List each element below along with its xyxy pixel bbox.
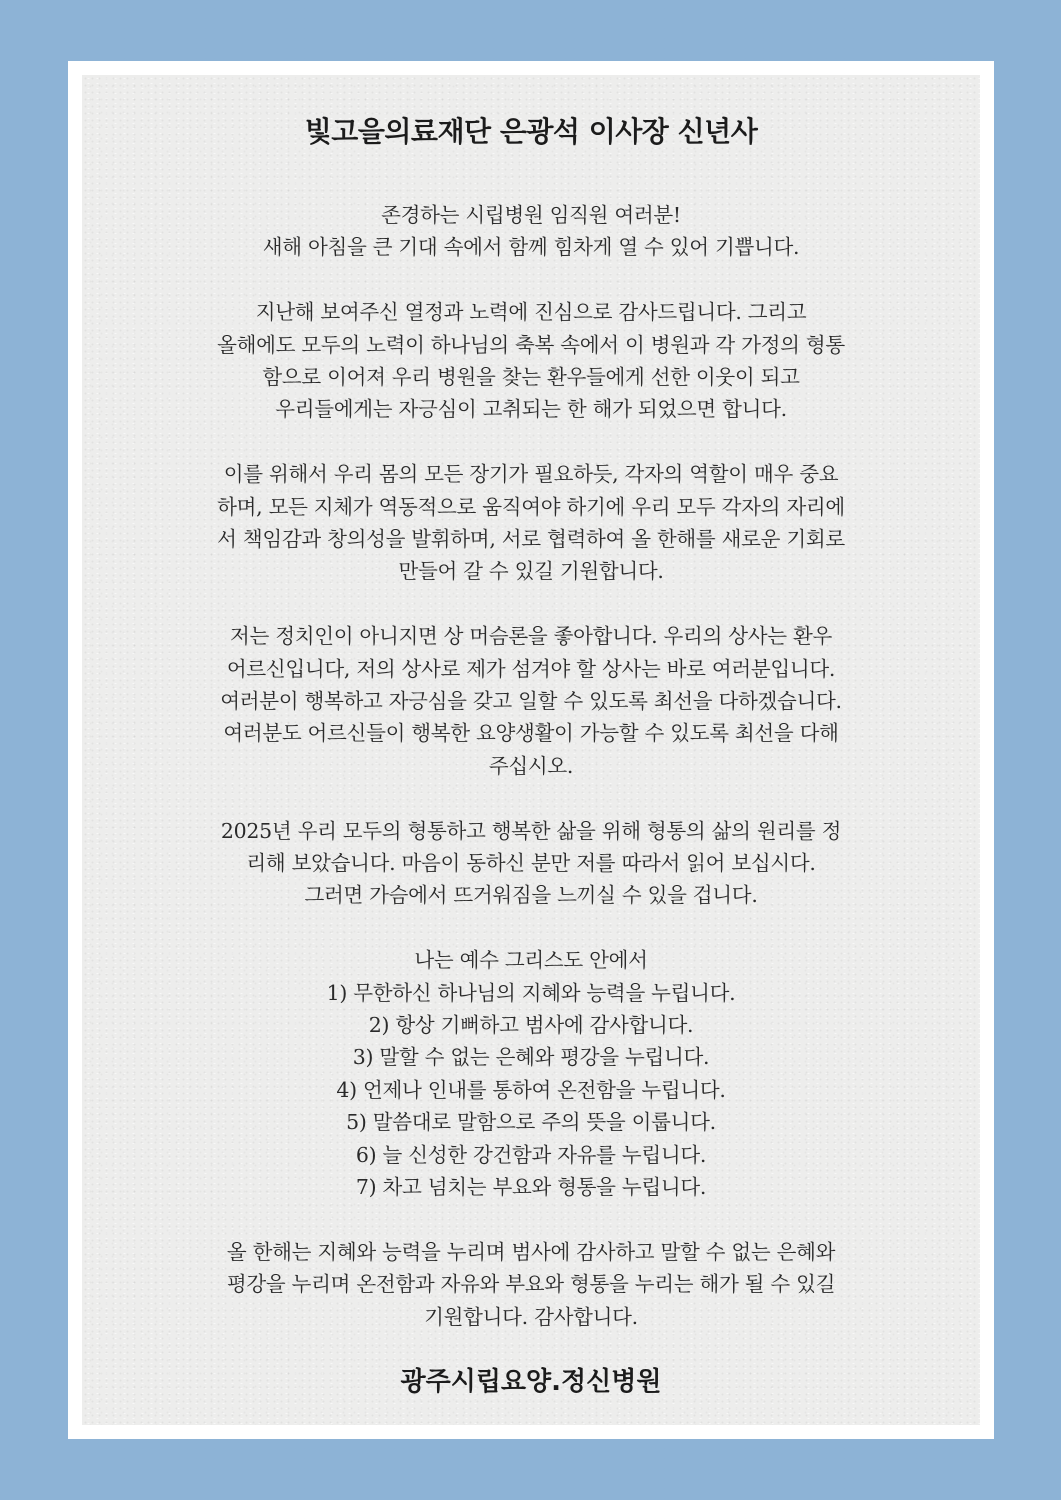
text-line: 만들어 갈 수 있길 기원합니다. bbox=[398, 559, 664, 584]
text-line: 기원합니다. 감사합니다. bbox=[424, 1304, 638, 1329]
text-line: 서 책임감과 창의성을 발휘하며, 서로 협력하여 올 한해를 새로운 기회로 bbox=[217, 527, 845, 552]
text-line: 저는 정치인이 아니지면 상 머슴론을 좋아합니다. 우리의 상사는 환우 bbox=[229, 624, 833, 649]
text-line: 새해 아침을 큰 기대 속에서 함께 힘차게 열 수 있어 기쁩니다. bbox=[262, 235, 800, 260]
letter-paper bbox=[82, 75, 980, 1425]
text-line: 평강을 누리며 온전함과 자유와 부요와 형통을 누리는 해가 될 수 있길 bbox=[226, 1272, 836, 1297]
letter-title: 빛고을의료재단 은광석 이사장 신년사 bbox=[304, 115, 758, 148]
paragraph-greeting bbox=[102, 199, 960, 264]
list-item: 2) 항상 기뻐하고 범사에 감사합니다. bbox=[368, 1013, 694, 1038]
signature-hospital-name: 광주시립요양.정신병원 bbox=[400, 1367, 662, 1397]
list-item: 6) 늘 신성한 강건함과 자유를 누립니다. bbox=[355, 1142, 707, 1167]
text-line: 올 한해는 지혜와 능력을 누리며 범사에 감사하고 말할 수 없는 은혜와 bbox=[226, 1239, 836, 1264]
text-line: 올해에도 모두의 노력이 하나님의 축복 속에서 이 병원과 각 가정의 형통 bbox=[217, 332, 845, 357]
list-item: 3) 말할 수 없는 은혜와 평강을 누립니다. bbox=[352, 1045, 710, 1070]
text-line: 그러면 가슴에서 뜨거워짐을 느끼실 수 있을 겁니다. bbox=[304, 883, 758, 908]
list-item: 7) 차고 넘치는 부요와 형통을 누립니다. bbox=[355, 1175, 707, 1200]
text-line: 우리들에게는 자긍심이 고취되는 한 해가 되었으면 합니다. bbox=[275, 397, 787, 422]
paragraph-principles-intro bbox=[102, 815, 960, 912]
paragraph-closing bbox=[102, 1236, 960, 1333]
text-line: 여러분도 어르신들이 행복한 요양생활이 가능할 수 있도록 최선을 다해 bbox=[223, 721, 839, 746]
white-frame bbox=[68, 61, 994, 1439]
text-line: 함으로 이어져 우리 병원을 찾는 환우들에게 선한 이웃이 되고 bbox=[262, 365, 800, 390]
list-item: 1) 무한하신 하나님의 지혜와 능력을 누립니다. bbox=[326, 980, 736, 1005]
paragraph-servant bbox=[102, 620, 960, 782]
text-line: 이를 위해서 우리 몸의 모든 장기가 필요하듯, 각자의 역할이 매우 중요 bbox=[223, 462, 839, 487]
paragraph-confession-list bbox=[102, 944, 960, 1203]
text-line: 주십시오. bbox=[488, 753, 574, 778]
paragraph-thanks bbox=[102, 296, 960, 426]
text-line: 여러분이 행복하고 자긍심을 갖고 일할 수 있도록 최선을 다하겠습니다. bbox=[220, 689, 842, 714]
text-line: 지난해 보여주신 열정과 노력에 진심으로 감사드립니다. 그리고 bbox=[255, 300, 807, 325]
letter-body bbox=[102, 199, 960, 1366]
text-line: 나는 예수 그리스도 안에서 bbox=[414, 948, 648, 973]
text-line: 하며, 모든 지체가 역동적으로 움직여야 하기에 우리 모두 각자의 자리에 bbox=[217, 494, 845, 519]
paragraph-roles bbox=[102, 458, 960, 588]
list-item: 4) 언제나 인내를 통하여 온전함을 누립니다. bbox=[336, 1077, 726, 1102]
list-item: 5) 말씀대로 말함으로 주의 뜻을 이룹니다. bbox=[346, 1110, 716, 1135]
text-line: 존경하는 시립병원 임직원 여러분! bbox=[381, 203, 681, 227]
text-line: 리해 보았습니다. 마음이 동하신 분만 저를 따라서 읽어 보십시다. bbox=[246, 851, 816, 876]
text-line: 어르신입니다, 저의 상사로 제가 섬겨야 할 상사는 바로 여러분입니다. bbox=[226, 656, 836, 681]
text-line: 2025년 우리 모두의 형통하고 행복한 삶을 위해 형통의 삶의 원리를 정 bbox=[220, 818, 842, 843]
